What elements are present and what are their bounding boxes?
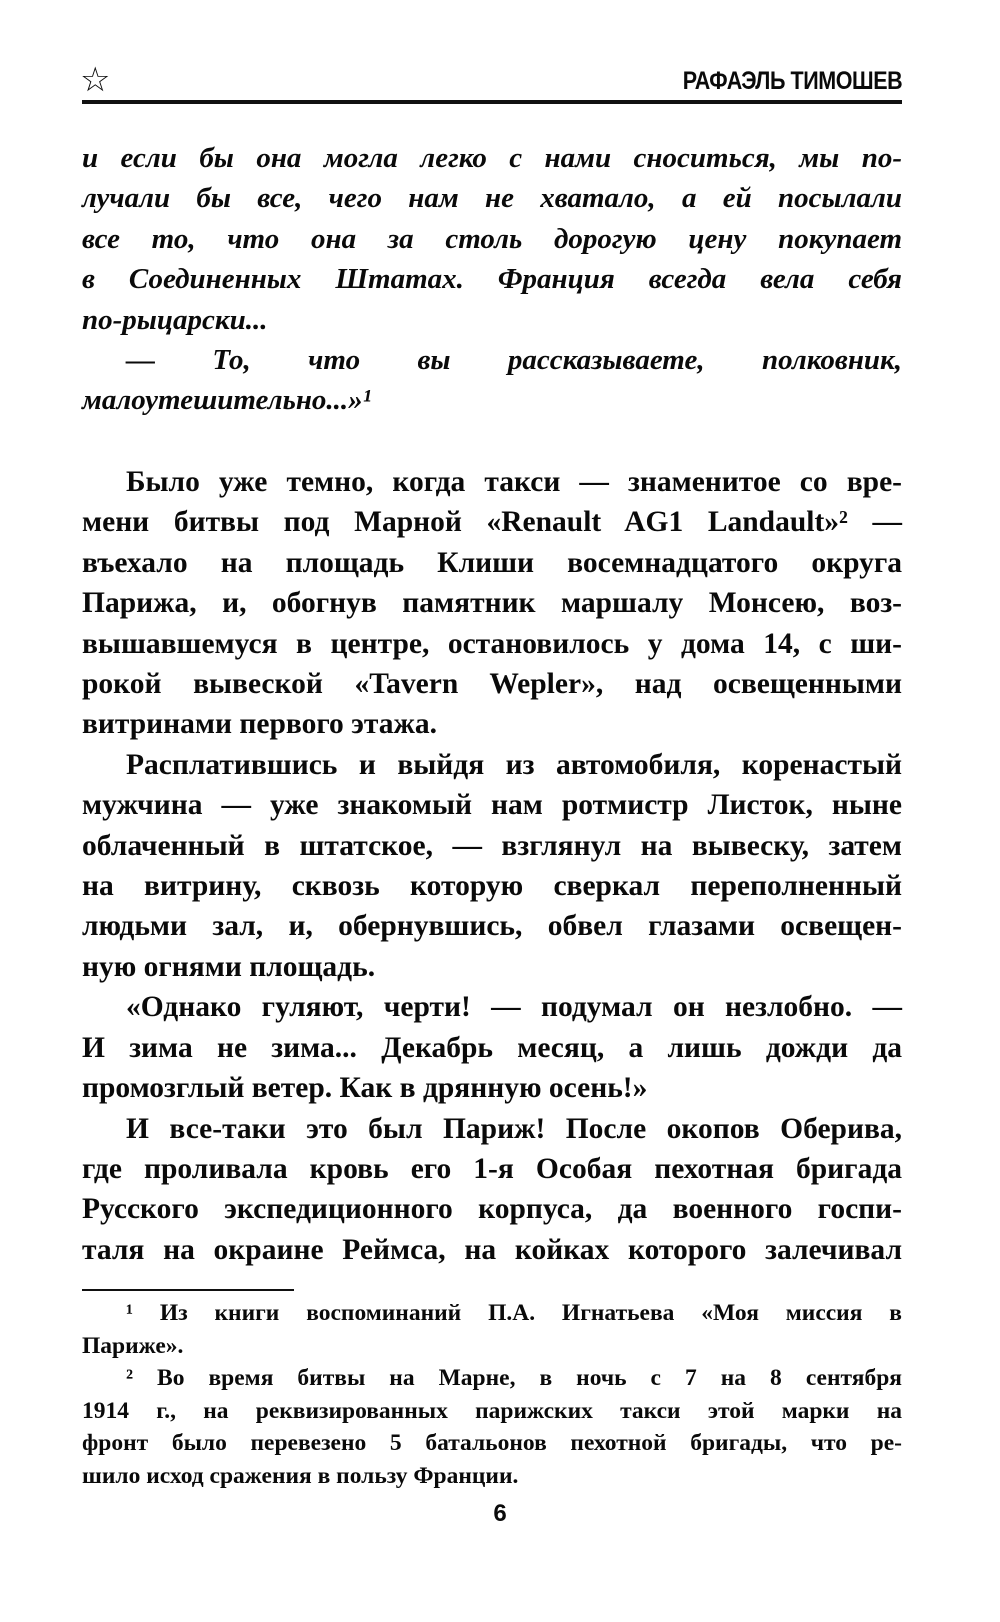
text-line: И все-таки это был Париж! После окопов Оберива,: [126, 1112, 902, 1145]
header-rule: [82, 100, 902, 104]
footnote-line: 1914 г., на реквизированных парижских такси этой марки на: [82, 1397, 902, 1424]
text-line: «Однако гуляют, черти! — подумал он незлобно. —: [126, 991, 902, 1024]
footnote-line: фронт было перевезено 5 батальонов пехотной бригады, что ре-: [82, 1430, 902, 1456]
quote-line: и если бы она могла легко с нами сноситься, мы по-: [82, 142, 902, 174]
text-line: въехало на площадь Клиши восемнадцатого округа: [82, 546, 902, 579]
star-icon: ☆: [80, 60, 111, 100]
footnote-line: Париже».: [82, 1332, 184, 1359]
text-line: витринами первого этажа.: [82, 708, 438, 741]
footnote-line: ² Во время битвы на Марне, в ночь с 7 на 8 сентября: [126, 1365, 902, 1391]
text-line: ную огнями площадь.: [82, 950, 376, 983]
text-line: на витрину, сквозь которую сверкал переполненный: [82, 870, 902, 903]
text-line: И зима не зима... Декабрь месяц, а лишь дожди да: [82, 1031, 902, 1064]
footnotes: [82, 1297, 902, 1492]
main-text: [82, 462, 902, 1270]
text-line: вышавшемуся в центре, остановилось у дома 14, с ши-: [82, 627, 902, 660]
text-line: Расплатившись и выйдя из автомобиля, коренастый: [126, 748, 902, 781]
text-line: людьми зал, и, обернувшись, обвел глазами освещен-: [82, 910, 902, 943]
text-line: рокой вывеской «Tavern Wepler», над освещенными: [82, 668, 902, 701]
page-number: 6: [493, 1500, 507, 1527]
quote-line: — То, что вы рассказываете, полковник,: [126, 344, 902, 377]
footnote-rule: [82, 1289, 294, 1291]
text-line: облаченный в штатское, — взглянул на вывеску, затем: [82, 829, 902, 862]
text-line: промозглый ветер. Как в дрянную осень!»: [82, 1072, 648, 1105]
quote-line: лучали бы все, чего нам не хватало, а ей посылали: [82, 182, 902, 215]
text-line: Было уже темно, когда такси — знаменитое со вре-: [126, 466, 902, 498]
text-line: где проливала кровь его 1-я Особая пехотная бригада: [82, 1152, 902, 1185]
quote-block: [82, 138, 902, 421]
quote-line: по-рыцарски...: [82, 303, 268, 336]
footnote-line: шило исход сражения в пользу Франции.: [82, 1462, 519, 1489]
quote-line: малоутешительно...»¹: [82, 384, 372, 417]
quote-line: все то, что она за столь дорогую цену покупает: [82, 222, 902, 255]
text-line: таля на окраине Реймса, на койках которого залечивал: [82, 1233, 902, 1266]
text-line: Русского экспедиционного корпуса, да военного госпи-: [82, 1193, 902, 1226]
running-header-author: РАФАЭЛЬ ТИМОШЕВ: [682, 67, 902, 95]
footnote-line: ¹ Из книги воспоминаний П.А. Игнатьева «Моя миссия в: [126, 1300, 902, 1326]
text-line: мужчина — уже знакомый нам ротмистр Листок, ныне: [82, 789, 902, 822]
text-line: Парижа, и, обогнув памятник маршалу Монсею, воз-: [82, 587, 902, 620]
quote-line: в Соединенных Штатах. Франция всегда вела себя: [82, 263, 902, 296]
text-line: мени битвы под Марной «Renault AG1 Landault»² —: [82, 506, 902, 539]
